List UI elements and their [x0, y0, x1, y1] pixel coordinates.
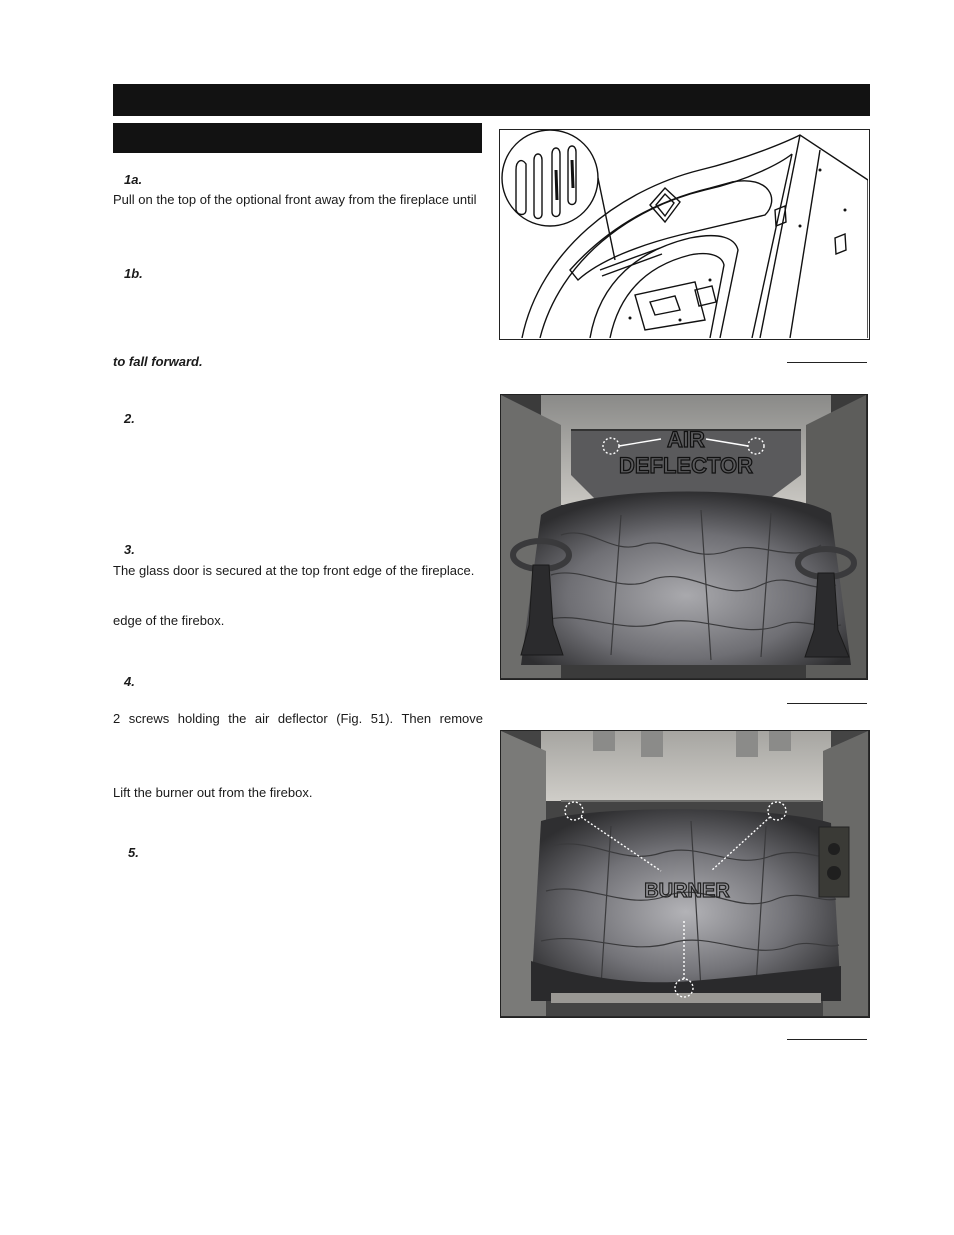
step-2-label: 2.	[124, 411, 135, 426]
burner-label: BURNER	[644, 880, 730, 902]
figure-1-front-drawing	[499, 129, 870, 340]
burner-photo-illustration	[501, 731, 868, 1016]
step-1a-label: 1a.	[124, 172, 143, 187]
step-1a-text: Pull on the top of the optional front away from the fireplace until	[113, 192, 477, 207]
step-1b-label: 1b.	[124, 266, 143, 281]
step-5-label: 5.	[128, 845, 139, 860]
figure-2-caption-rule	[787, 703, 867, 704]
step-4-text-line1: 2 screws holding the air deflector (Fig. 51). Then remove	[113, 711, 483, 726]
step-1b-warning: to fall forward.	[113, 354, 203, 369]
step-4-label: 4.	[124, 674, 135, 689]
air-label-line1: AIR	[667, 427, 705, 452]
fireplace-front-illustration	[500, 130, 868, 338]
air-deflector-photo-illustration	[501, 395, 866, 678]
figure-3-burner-photo	[500, 730, 870, 1018]
step-3-text-line1: The glass door is secured at the top front edge of the fireplace.	[113, 563, 475, 578]
section-header-bar	[113, 84, 870, 116]
figure-1-caption-rule	[787, 362, 867, 363]
figure-2-air-deflector-photo	[500, 394, 868, 680]
step-4-text-line2: Lift the burner out from the firebox.	[113, 785, 313, 800]
figure-3-caption-rule	[787, 1039, 867, 1040]
step-3-label: 3.	[124, 542, 135, 557]
step-3-text-line2: edge of the firebox.	[113, 613, 225, 628]
subsection-header-bar	[113, 123, 482, 153]
deflector-label-line2: DEFLECTOR	[618, 453, 754, 478]
